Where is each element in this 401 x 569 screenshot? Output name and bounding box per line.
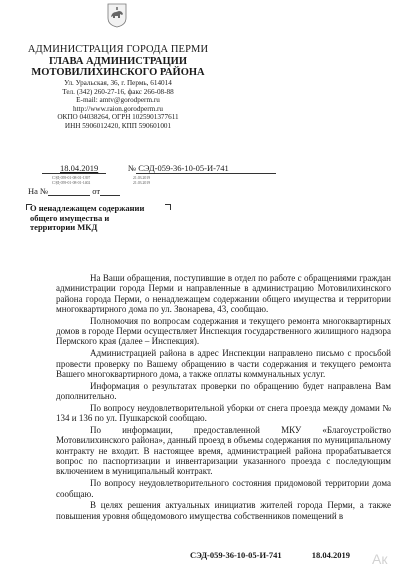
registration-line: [42, 163, 272, 175]
letter-subject: О ненадлежащем содержании общего имущества и территории МКД: [30, 203, 145, 233]
body-paragraph: На Ваши обращения, поступившие в отдел по работе с обращениями граждан администрации города Перми и направленные в администрацию Мотовилихинского района города Перми, о ненадлежащем содержании общего имущества и территории многоквартирного дома по ул. Звонарева, 43, сообщаю.: [56, 273, 391, 314]
phone-line: Тел. (342) 260-27-16, факс 266-08-88: [62, 87, 174, 96]
address-line: Ул. Уральская, 36, г. Пермь, 614014: [64, 79, 172, 87]
footer-registration: [190, 550, 350, 560]
reference-line: На № от: [28, 186, 120, 196]
letter-number: № СЭД-059-36-10-05-И-741: [128, 163, 229, 173]
chief-title: ГЛАВА АДМИНИСТРАЦИИ: [48, 56, 187, 67]
activation-watermark: Ак: [372, 551, 388, 567]
incoming-dates: 21.03.2019 21.03.2019: [133, 176, 151, 185]
letterhead: [18, 44, 218, 131]
body-paragraph: По вопросу неудовлетворительной уборки от снега проезда между домами № 134 и 136 по ул. Пушкарской сообщаю.: [56, 402, 391, 424]
city-administration-title: АДМИНИСТРАЦИЯ ГОРОДА ПЕРМИ: [27, 44, 209, 55]
body-paragraph: В целях решения актуальных инициатив жителей города Перми, а также повышения уровня общедомового имущества собственников помещений в: [56, 500, 391, 521]
body-paragraph: Администрацией района в адрес Инспекции направлено письмо с просьбой провести проверку по Вашему обращению в части содержания и текущего ремонта Вашего многоквартирного дома, а также оплаты коммунальных услуг.: [56, 348, 391, 379]
body-paragraph: Полномочия по вопросам содержания и текущего ремонта многоквартирных домов в городе Перми осуществляет Инспекция государственного жилищного надзора Пермского края (далее – Инспекция).: [56, 315, 391, 347]
body-paragraph: По вопросу неудовлетворительного состояния придомовой территории дома сообщаю.: [56, 478, 391, 499]
district-title: МОТОВИЛИХИНСКОГО РАЙОНА: [31, 67, 205, 78]
incoming-refs: СЭД-059-01-08-01-1397 СЭД-059-01-08-01-1402: [52, 176, 91, 185]
letter-date: 18.04.2019: [60, 163, 99, 173]
email-line: E-mail: amtv@gorodperm.ru: [76, 96, 160, 105]
inn-line: ИНН 5906012420, КПП 590601001: [64, 121, 172, 130]
website-line: http://www.raion.gorodperm.ru: [73, 104, 163, 113]
perm-coat-of-arms-icon: [107, 3, 127, 28]
footer-date: 18.04.2019: [311, 550, 351, 560]
body-paragraph: Информация о результатах проверки по обращению будет направлена Вам дополнительно.: [56, 380, 391, 402]
body-paragraph: По информации, предоставленной МКУ «Благоустройство Мотовилихинского района», данный проезд в объемы содержания по муниципальному контракту не входит. В настоящее время, администрацией района прорабатывается вопрос по паспортизации и инвентаризации указанного проезда с последующим включением в муниципальный контракт.: [56, 425, 391, 477]
date-underline: [42, 173, 106, 174]
number-underline: [136, 173, 276, 174]
letter-body: [56, 273, 391, 523]
okpo-line: ОКПО 04038264, ОГРН 1025901377611: [57, 113, 179, 122]
footer-number: СЭД-059-36-10-05-И-741: [190, 550, 282, 560]
